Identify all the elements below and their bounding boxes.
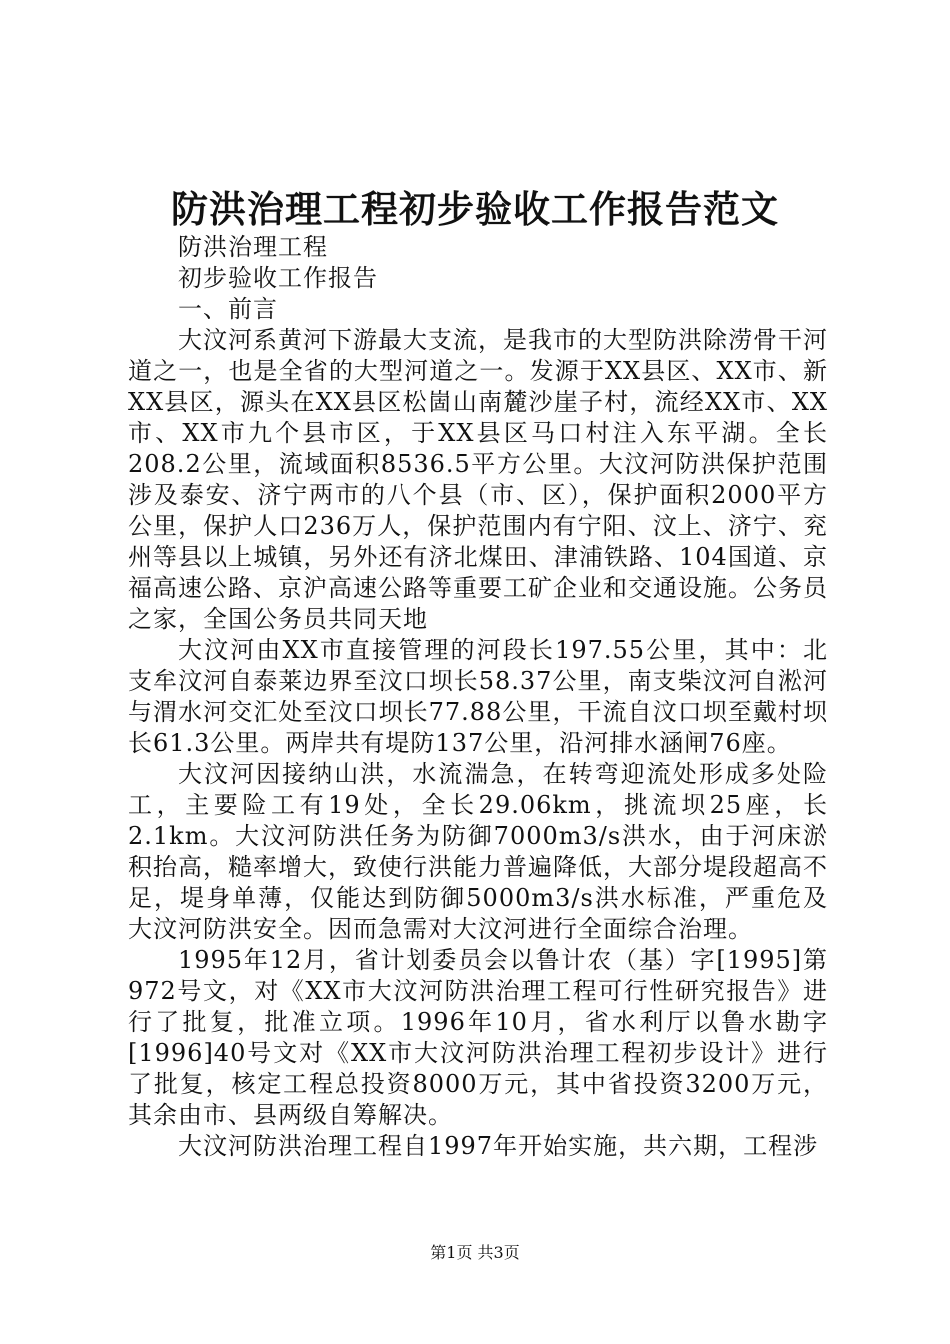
paragraph: 大汶河系黄河下游最大支流，是我市的大型防洪除涝骨干河道之一，也是全省的大型河道之一。发源于XX县区、XX市、新XX县区，源头在XX县区松崮山南麓沙崖子村，流经XX市、XX市、XX市九个县市区，于XX县区马口村注入东平湖。全长208.2公里，流域面积8536.5平方公里。大汶河防洪保护范围涉及泰安、济宁两市的八个县（市、区），保护面积2000平方公里，保护人口236万人，保护范围内有宁阳、汶上、济宁、兖州等县以上城镇，另外还有济北煤田、津浦铁路、104国道、京福高速公路、京沪高速公路等重要工矿企业和交通设施。公务员之家，全国公务员共同天地: [128, 326, 828, 633]
document-body: [128, 232, 828, 1162]
page-footer: 第1页 共3页: [430, 1243, 520, 1262]
paragraph: 大汶河因接纳山洪，水流湍急，在转弯迎流处形成多处险工，主要险工有19处，全长29.06km，挑流坝25座，长2.1km。大汶河防洪任务为防御7000m3/s洪水，由于河床淤积抬高，糙率增大，致使行洪能力普遍降低，大部分堤段超高不足，堤身单薄，仅能达到防御5000m3/s洪水标准，严重危及大汶河防洪安全。因而急需对大汶河进行全面综合治理。: [128, 760, 828, 943]
subtitle-line-1: 防洪治理工程: [178, 233, 328, 261]
section-heading: 一、前言: [178, 295, 278, 323]
paragraph: 大汶河防洪治理工程自1997年开始实施，共六期，工程涉: [178, 1132, 819, 1160]
subtitle-line-2: 初步验收工作报告: [178, 264, 378, 292]
paragraph: 大汶河由XX市直接管理的河段长197.55公里，其中：北支牟汶河自泰莱边界至汶口坝长58.37公里，南支柴汶河自淞河与渭水河交汇处至汶口坝长77.88公里，干流自汶口坝至戴村坝长61.3公里。两岸共有堤防137公里，沿河排水涵闸76座。: [128, 636, 828, 757]
paragraph: 1995年12月，省计划委员会以鲁计农（基）字[1995]第972号文，对《XX市大汶河防洪治理工程可行性研究报告》进行了批复，批准立项。1996年10月，省水利厅以鲁水勘字[1996]40号文对《XX市大汶河防洪治理工程初步设计》进行了批复，核定工程总投资8000万元，其中省投资3200万元，其余由市、县两级自筹解决。: [128, 946, 828, 1129]
document-title: 防洪治理工程初步验收工作报告范文: [171, 187, 779, 231]
